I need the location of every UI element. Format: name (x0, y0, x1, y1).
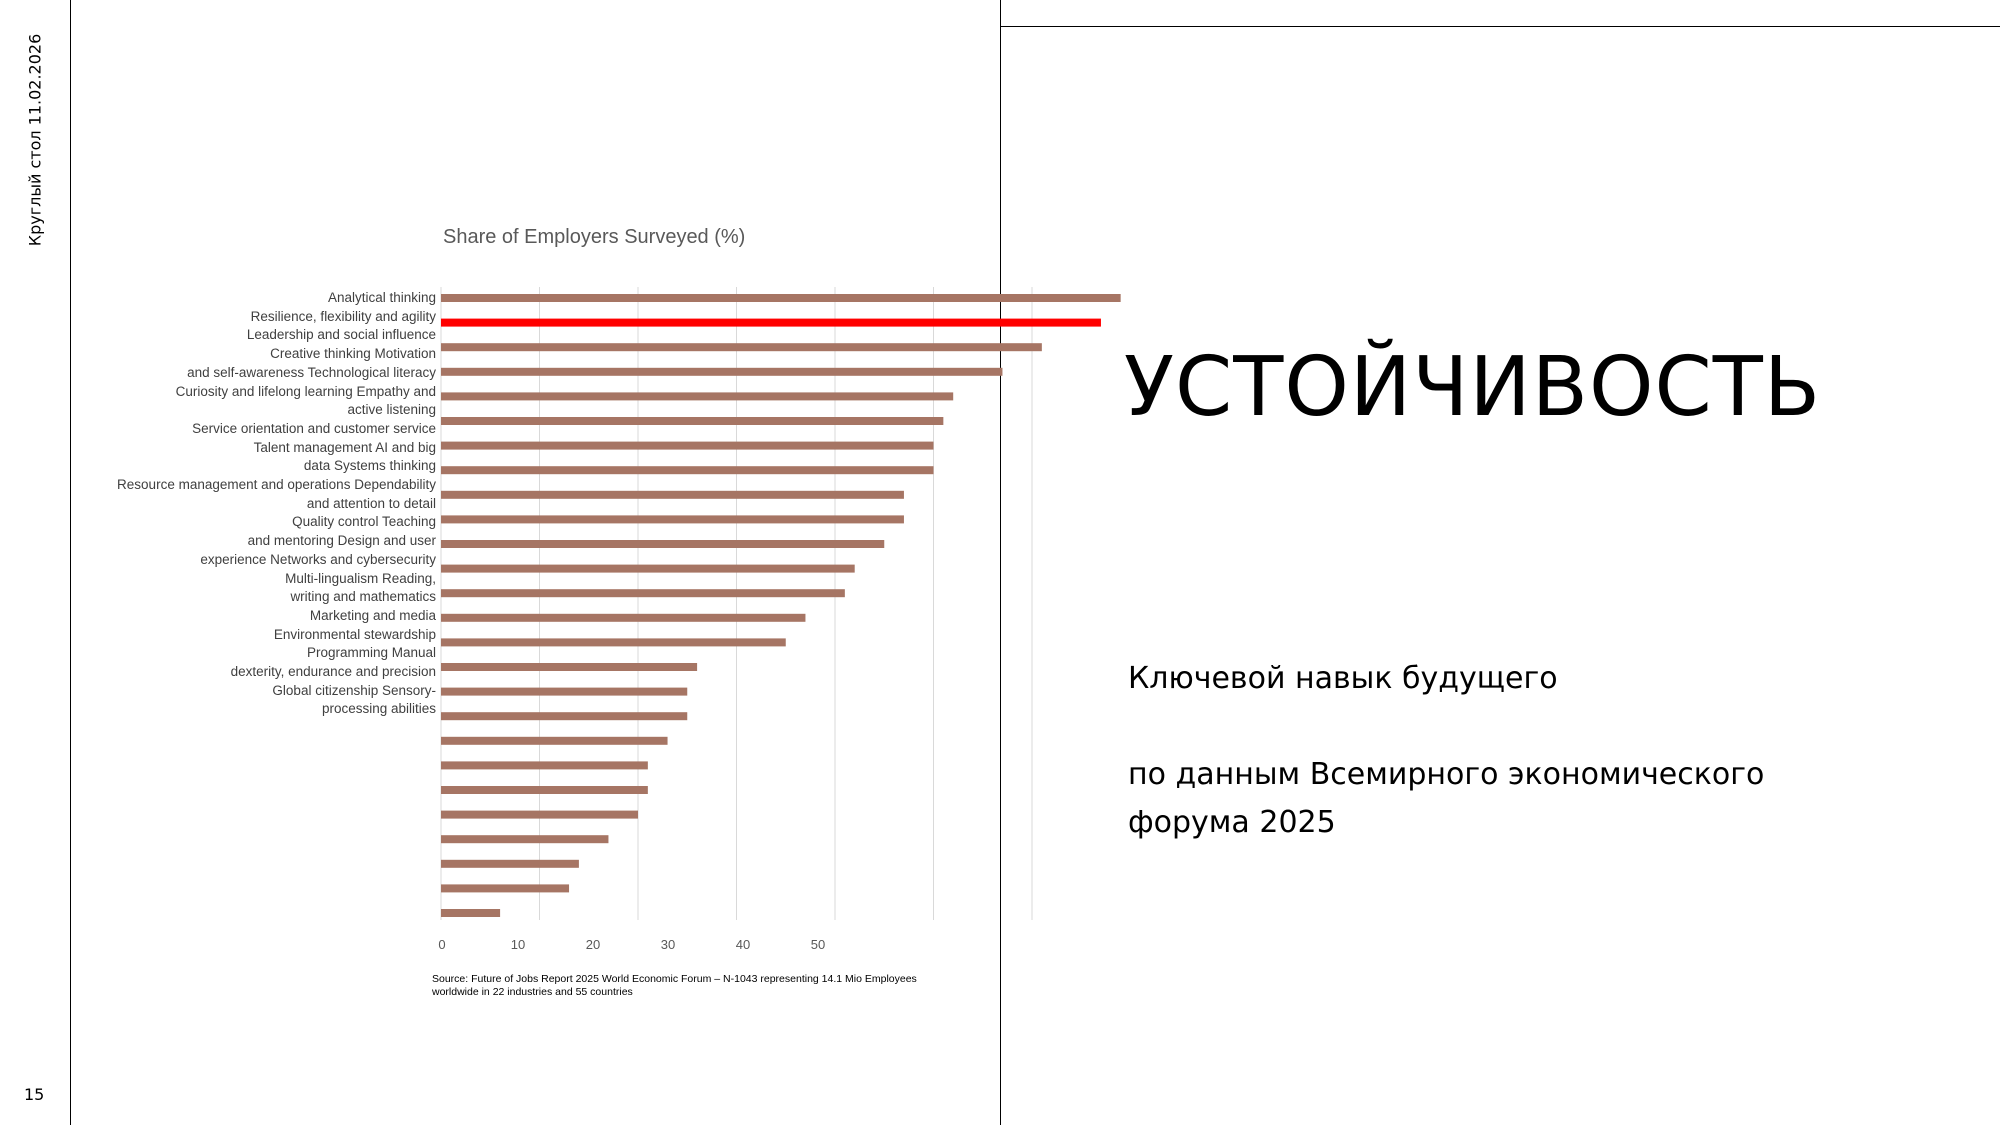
category-label: writing and mathematics (290, 589, 436, 605)
category-label: Programming Manual (306, 645, 436, 661)
category-label: Service orientation and customer service (192, 420, 436, 436)
bar (441, 909, 500, 917)
x-tick-label: 30 (660, 937, 676, 952)
category-label: dexterity, endurance and precision (230, 664, 436, 680)
category-label: Global citizenship Sensory- (272, 682, 436, 698)
x-tick-label: 10 (510, 937, 526, 952)
bar (441, 392, 953, 400)
bar (441, 540, 884, 548)
bar (441, 737, 668, 745)
subtitle-line-1: Ключевой навык будущего (1128, 661, 1558, 696)
category-label: Multi-lingualism Reading, (285, 570, 436, 586)
page-number: 15 (24, 1085, 45, 1104)
bar (441, 417, 943, 425)
subtitle-line-2: по данным Всемирного экономического (1128, 757, 1765, 792)
bar (441, 343, 1042, 351)
bar (441, 368, 1002, 376)
category-label: processing abilities (321, 701, 436, 717)
bar (441, 688, 687, 696)
bar (441, 491, 904, 499)
left-divider (70, 0, 71, 1125)
category-label: data Systems thinking (303, 458, 436, 474)
category-label: Talent management AI and big (253, 439, 436, 455)
category-label: experience Networks and cybersecurity (200, 551, 436, 567)
x-tick-label: 50 (810, 937, 826, 952)
chart-source: Source: Future of Jobs Report 2025 World Economic Forum – N-1043 representing 14.1 Mio Employees worldwide in 22 industries and 55 countries (432, 973, 917, 998)
category-label: Creative thinking Motivation (270, 346, 436, 362)
bar (441, 786, 648, 794)
side-label: Круглый стол 11.02.2026 (25, 33, 45, 247)
category-label: Environmental stewardship (273, 626, 436, 642)
bar (441, 712, 687, 720)
category-label: and mentoring Design and user (247, 533, 436, 549)
bar (441, 761, 648, 769)
category-label: Resource management and operations Dependability (117, 477, 436, 493)
category-label: Resilience, flexibility and agility (250, 308, 436, 324)
x-tick-label: 20 (585, 937, 601, 952)
x-tick-label: 0 (438, 937, 446, 952)
bar (441, 589, 845, 597)
category-label: Leadership and social influence (246, 327, 436, 343)
bar (441, 884, 569, 892)
bar (441, 515, 904, 523)
category-label: Quality control Teaching (292, 514, 436, 530)
top-rule (1000, 26, 2000, 27)
slide-subtitle (1128, 655, 1764, 847)
bar (441, 294, 1121, 302)
bar (441, 811, 638, 819)
slide-heading: УСТОЙЧИВОСТЬ (1124, 340, 1822, 435)
bar (441, 638, 786, 646)
chart-title: Share of Employers Surveyed (%) (443, 226, 746, 248)
category-label: Marketing and media (309, 607, 436, 623)
bar (441, 565, 855, 573)
category-labels (70, 289, 436, 719)
bar-highlight (441, 319, 1101, 327)
bar (441, 466, 934, 474)
x-tick-label: 40 (735, 937, 751, 952)
bar (441, 860, 579, 868)
bar (441, 442, 934, 450)
subtitle-line-3: форума 2025 (1128, 805, 1336, 840)
category-label: and self-awareness Technological literacy (187, 364, 436, 380)
bar (441, 614, 805, 622)
bar (441, 835, 608, 843)
category-label: active listening (347, 402, 436, 418)
center-divider (1000, 0, 1001, 1125)
category-label: Analytical thinking (327, 290, 436, 305)
category-label: Curiosity and lifelong learning Empathy and (175, 383, 436, 399)
bar (441, 663, 697, 671)
category-label: and attention to detail (306, 495, 436, 511)
